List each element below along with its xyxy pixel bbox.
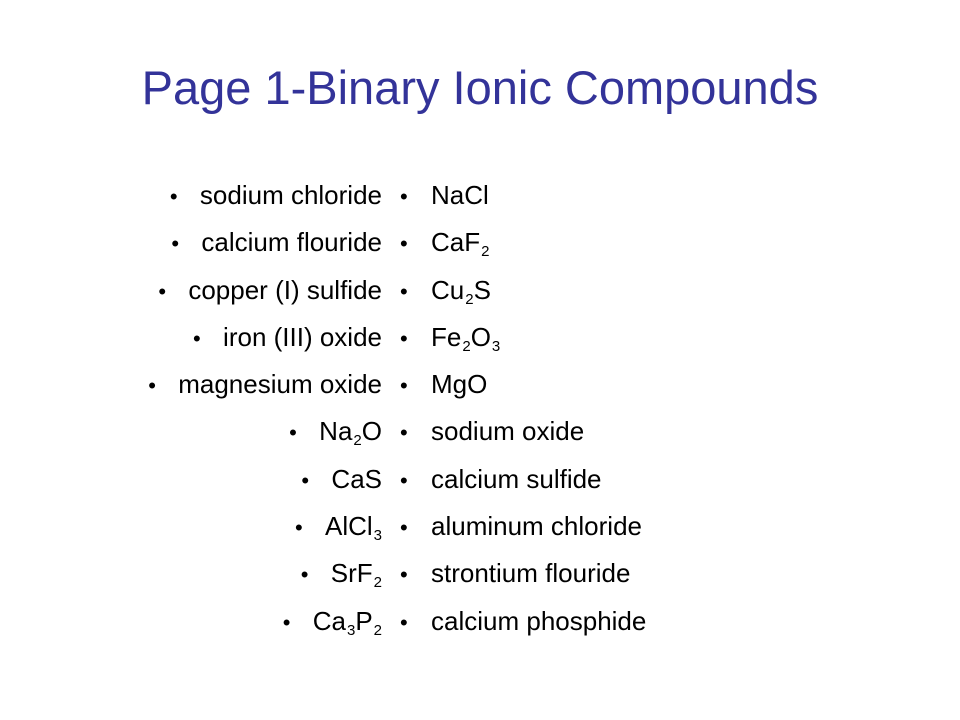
- list-item: [148, 267, 382, 314]
- subscript: 2: [373, 574, 382, 592]
- list-item: [400, 503, 646, 550]
- slide-title: Page 1-Binary Ionic Compounds: [141, 61, 819, 114]
- list-item-text: [201, 227, 382, 257]
- text-segment: CaF: [431, 227, 481, 258]
- bullet-icon: •: [400, 609, 408, 635]
- bullet-icon: •: [400, 325, 408, 351]
- bullet-icon: •: [171, 231, 180, 257]
- text-segment: copper (I) sulfide: [188, 274, 382, 305]
- text-segment: MgO: [431, 369, 488, 400]
- list-item: [148, 456, 382, 503]
- text-segment: strontium flouride: [431, 558, 631, 589]
- list-item-text: [431, 464, 602, 494]
- bullet-icon: •: [400, 373, 408, 399]
- text-segment: Ca: [312, 605, 346, 636]
- list-item-text: [431, 606, 646, 636]
- list-item-text: [312, 605, 382, 639]
- text-segment: SrF: [330, 558, 373, 589]
- list-item-text: [431, 558, 630, 588]
- subscript: 2: [462, 337, 471, 355]
- text-segment: AlCl: [324, 511, 373, 542]
- bullet-icon: •: [300, 562, 309, 588]
- list-item-text: [431, 416, 584, 446]
- compound-names-column: [148, 172, 382, 645]
- text-segment: calcium sulfide: [431, 463, 602, 494]
- list-item: [148, 172, 382, 219]
- subscript: 3: [491, 337, 501, 355]
- list-item: [400, 550, 646, 597]
- subscript: 2: [481, 243, 490, 261]
- list-item-text: [188, 275, 382, 305]
- compound-formulas-column: [400, 172, 646, 645]
- list-item: [400, 456, 646, 503]
- list-item-text: [324, 511, 382, 545]
- list-item-text: [223, 322, 382, 352]
- bullet-icon: •: [400, 562, 408, 588]
- bullet-icon: •: [400, 231, 408, 257]
- list-item: [148, 408, 382, 455]
- text-segment: sodium chloride: [199, 180, 382, 210]
- bullet-icon: •: [158, 278, 167, 304]
- list-item-text: [431, 274, 491, 308]
- list-item-text: [431, 180, 489, 210]
- text-segment: sodium oxide: [431, 416, 585, 447]
- bullet-icon: •: [289, 420, 297, 446]
- list-item: [148, 550, 382, 597]
- list-item: [148, 219, 382, 266]
- list-item-text: [331, 464, 382, 494]
- text-segment: O: [470, 321, 491, 352]
- bullet-icon: •: [400, 467, 408, 493]
- text-segment: Na: [319, 416, 353, 447]
- list-item-text: [330, 558, 382, 592]
- text-segment: S: [473, 274, 491, 305]
- list-item: [400, 598, 646, 645]
- subscript: 3: [346, 621, 356, 639]
- list-item-text: [319, 416, 382, 450]
- list-item-text: [431, 227, 490, 261]
- bullet-icon: •: [193, 325, 201, 351]
- text-segment: CaS: [331, 463, 382, 494]
- list-item: [400, 267, 646, 314]
- list-item-text: [431, 321, 501, 355]
- list-item-text: [200, 180, 382, 210]
- text-segment: calcium flouride: [201, 227, 382, 258]
- text-segment: NaCl: [431, 180, 489, 210]
- list-item-text: [431, 511, 642, 541]
- list-item: [400, 219, 646, 266]
- list-item: [400, 172, 646, 219]
- text-segment: iron (III) oxide: [223, 321, 382, 352]
- bullet-icon: •: [301, 467, 310, 493]
- list-item: [400, 314, 646, 361]
- subscript: 2: [465, 290, 474, 308]
- bullet-icon: •: [400, 184, 408, 209]
- bullet-icon: •: [148, 373, 156, 399]
- subscript: 3: [373, 527, 382, 545]
- text-segment: aluminum chloride: [431, 511, 642, 542]
- text-segment: P: [355, 605, 373, 636]
- list-item-text: [431, 369, 487, 399]
- list-item: [148, 598, 382, 645]
- list-item: [148, 503, 382, 550]
- subscript: 2: [373, 621, 382, 639]
- subscript: 2: [353, 432, 362, 450]
- text-segment: calcium phosphide: [431, 605, 647, 636]
- bullet-icon: •: [169, 184, 178, 209]
- text-segment: Cu: [431, 274, 465, 305]
- text-segment: Fe: [431, 321, 462, 352]
- bullet-icon: •: [282, 609, 291, 635]
- list-item: [148, 361, 382, 408]
- list-item: [400, 361, 646, 408]
- bullet-icon: •: [400, 420, 408, 446]
- bullet-icon: •: [294, 515, 303, 541]
- list-item-text: [178, 369, 382, 399]
- list-item: [400, 408, 646, 455]
- list-item: [148, 314, 382, 361]
- bullet-icon: •: [400, 278, 408, 304]
- text-segment: magnesium oxide: [178, 369, 382, 400]
- bullet-icon: •: [400, 515, 408, 541]
- text-segment: O: [361, 416, 382, 447]
